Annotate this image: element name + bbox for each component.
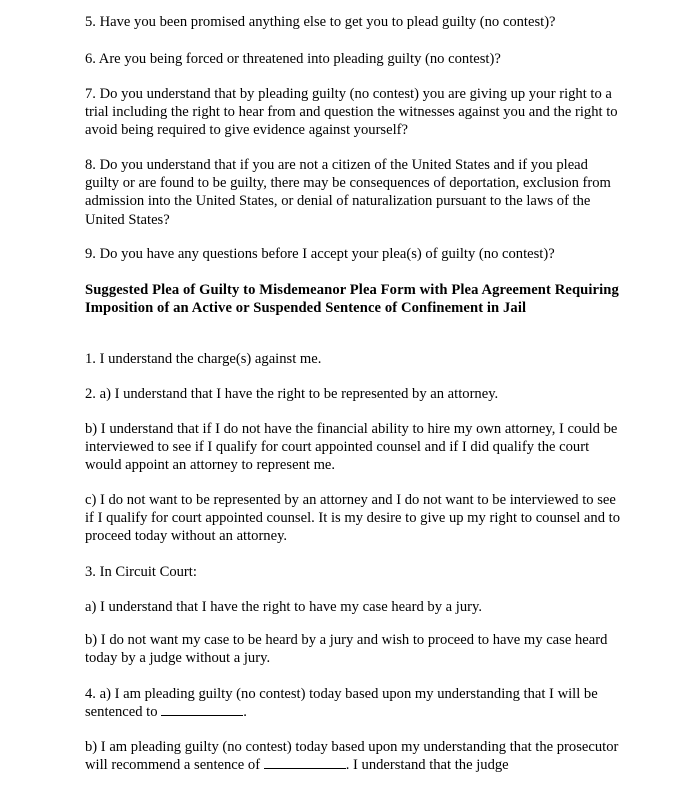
recommended-sentence-blank-line[interactable] xyxy=(264,756,346,769)
statement-3b: b) I do not want my case to be heard by a jury and wish to proceed to have my case heard today by a judge without a jury. xyxy=(85,632,608,667)
question-7: 7. Do you understand that by pleading guilty (no contest) you are giving up your right to a trial including the right to hear from and question the witnesses against you and the right to avoid being required to give evidence against yourself? xyxy=(85,86,618,139)
statement-3a: a) I understand that I have the right to have my case heard by a jury. xyxy=(85,599,482,615)
statement-3: 3. In Circuit Court: xyxy=(85,564,197,580)
question-8: 8. Do you understand that if you are not a citizen of the United States and if you plead guilty or are found to be guilty, there may be consequences of deportation, exclusion from admission into the United States, or denial of naturalization pursuant to the laws of the United States? xyxy=(85,157,611,228)
statement-4b-end: . I understand that the judge xyxy=(345,757,509,774)
statement-2a: 2. a) I understand that I have the right to be represented by an attorney. xyxy=(85,386,499,402)
question-5: 5. Have you been promised anything else to get you to plead guilty (no contest)? xyxy=(85,14,556,30)
question-9: 9. Do you have any questions before I accept your plea(s) of guilty (no contest)? xyxy=(85,246,555,262)
statement-2b: b) I understand that if I do not have the financial ability to hire my own attorney, I could be interviewed to see if I qualify for court appointed counsel and if I did qualify the court would appoint an attorney to represent me. xyxy=(85,421,618,474)
statement-4a-text: 4. a) I am pleading guilty (no contest) today based upon my understanding that I will be sentenced to xyxy=(85,686,598,721)
statement-4b-text: b) I am pleading guilty (no contest) today based upon my understanding that the prosecutor will recommend a sentence of xyxy=(85,739,619,774)
sentence-blank-line[interactable] xyxy=(161,703,243,716)
statement-1: 1. I understand the charge(s) against me. xyxy=(85,351,322,367)
statement-4b xyxy=(85,738,625,774)
statement-4a xyxy=(85,685,625,721)
question-6: 6. Are you being forced or threatened into pleading guilty (no contest)? xyxy=(85,51,501,67)
statement-4a-end: . xyxy=(243,704,247,721)
statement-2c: c) I do not want to be represented by an attorney and I do not want to be interviewed to see if I qualify for court appointed counsel. It is my desire to give up my right to counsel and to proceed today without an attorney. xyxy=(85,492,620,545)
plea-form-heading: Suggested Plea of Guilty to Misdemeanor Plea Form with Plea Agreement Requiring Imposition of an Active or Suspended Sentence of Confinement in Jail xyxy=(85,282,619,317)
